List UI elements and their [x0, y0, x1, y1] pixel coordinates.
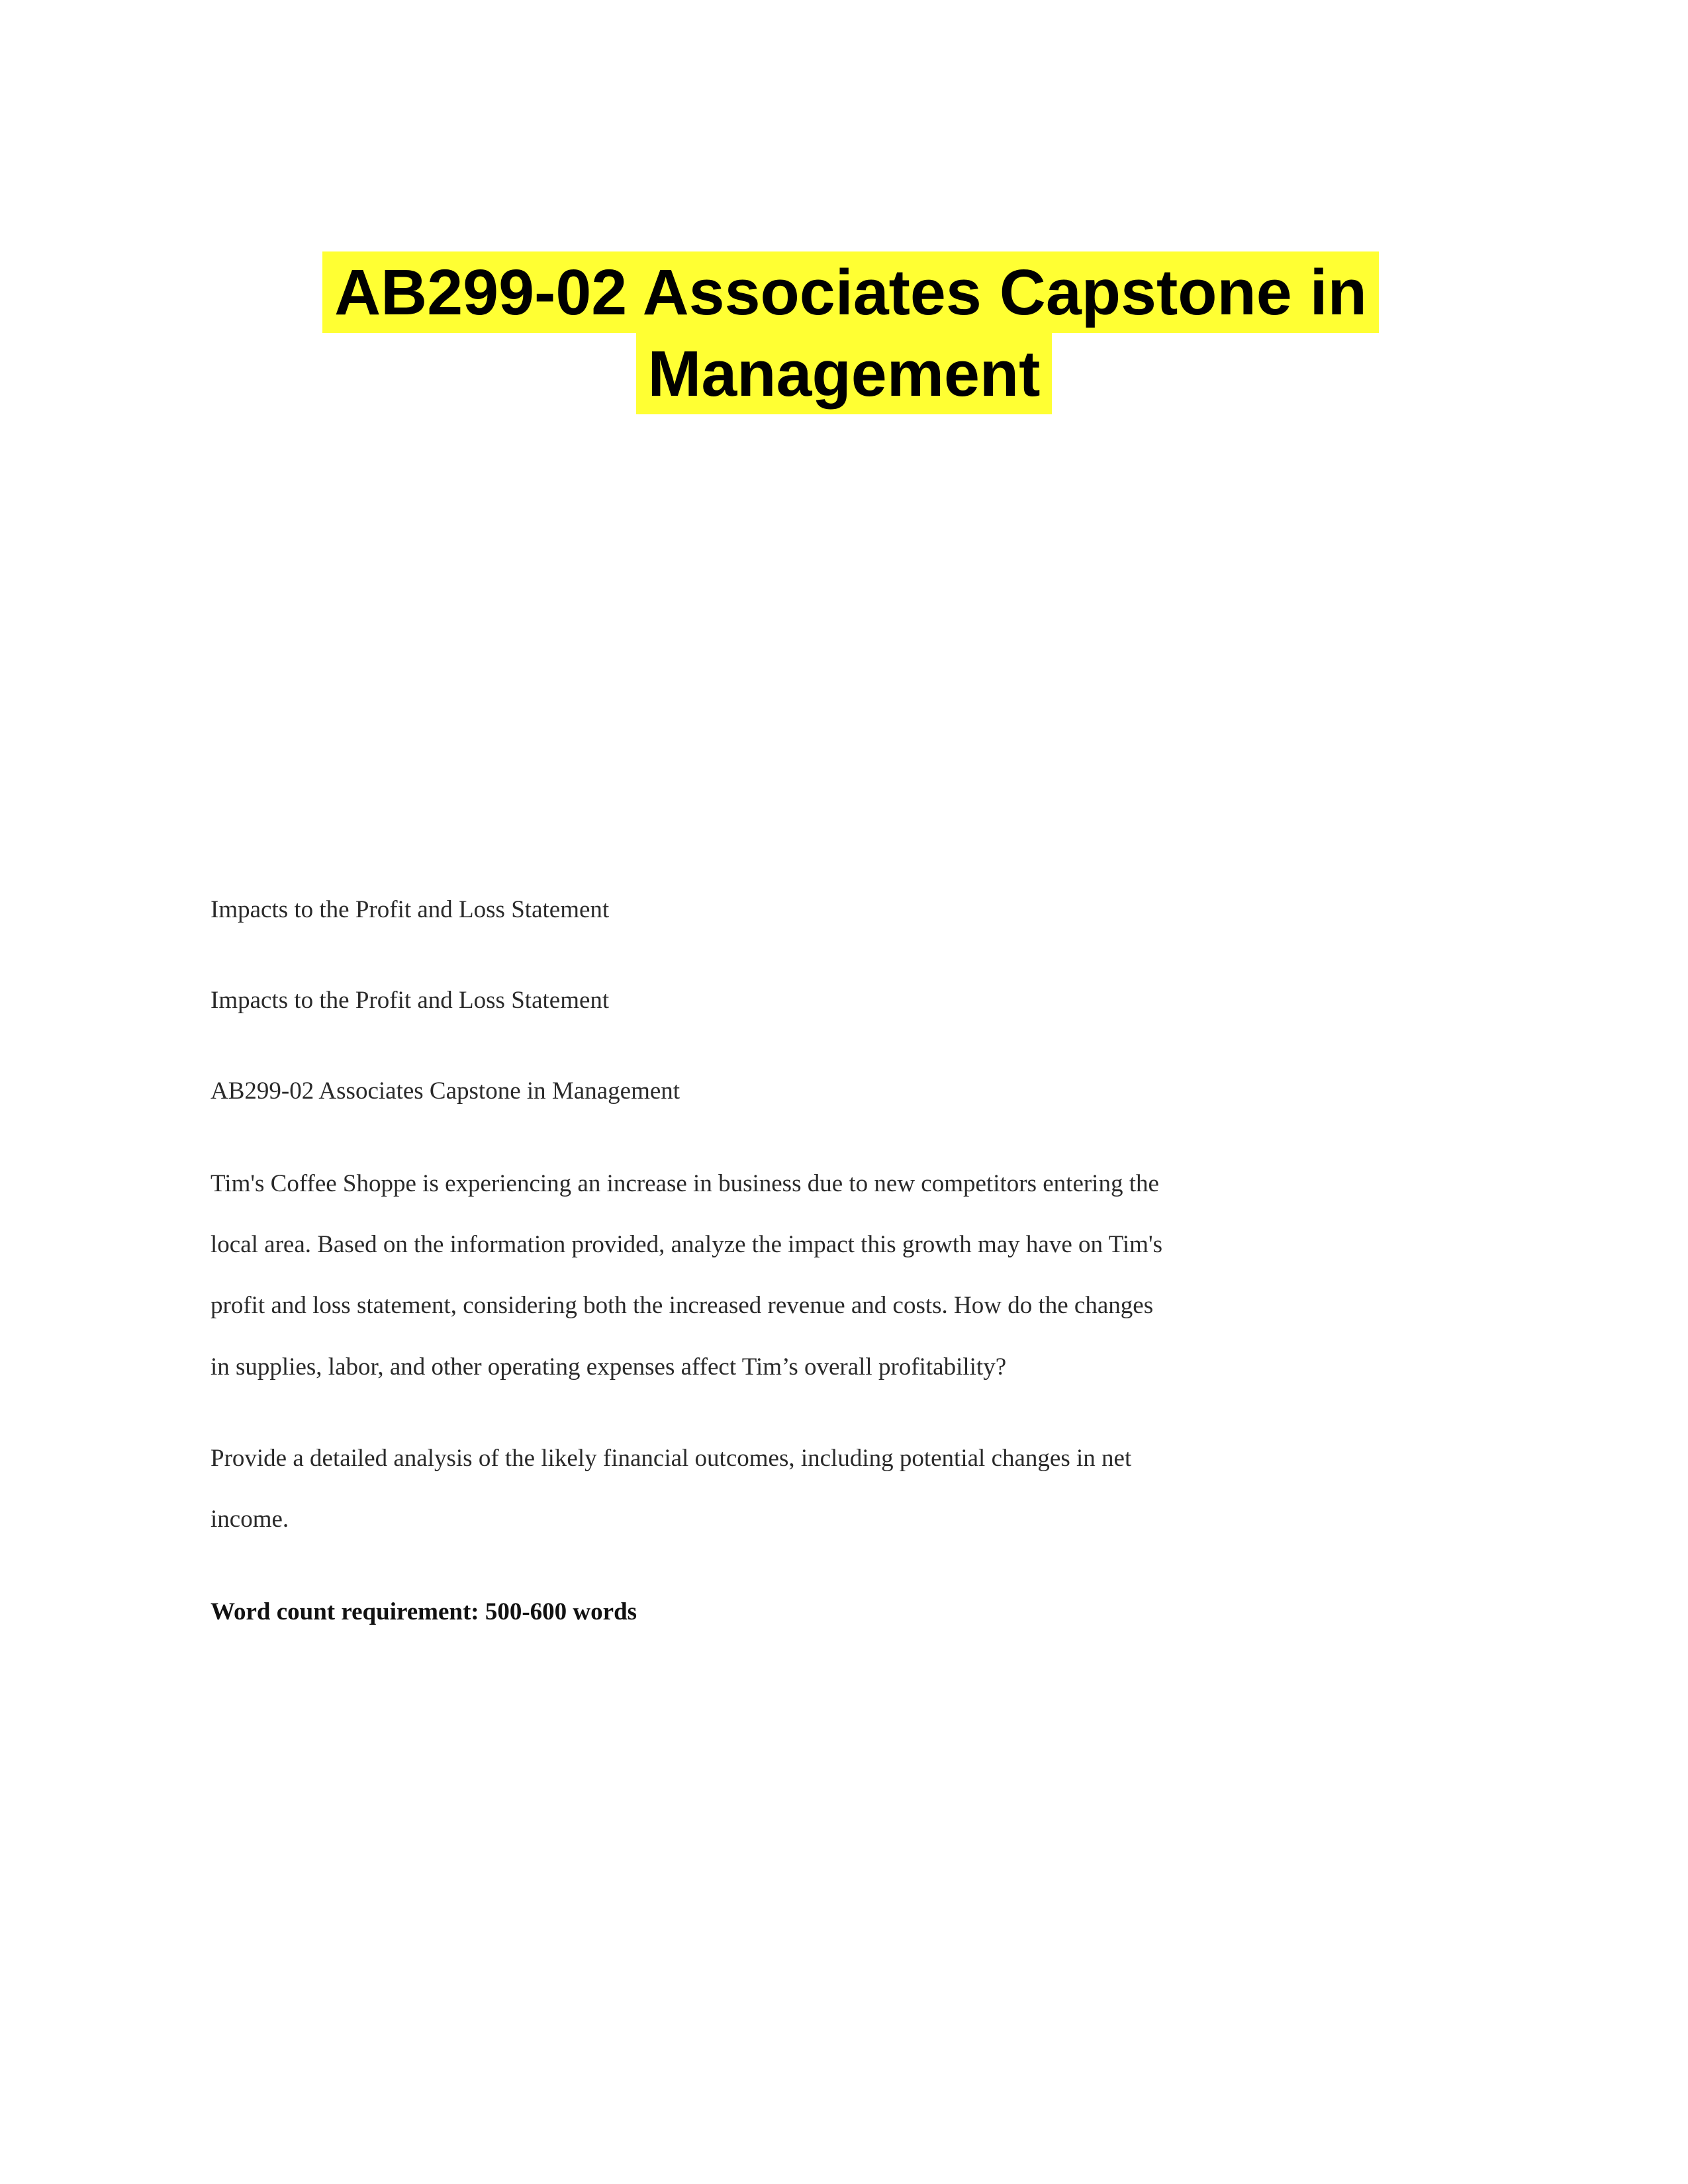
paragraph-2-line-1: Provide a detailed analysis of the likely financial outcomes, including potential changes in net — [211, 1445, 1132, 1472]
paragraph-1-line-2: local area. Based on the information provided, analyze the impact this growth may have on Tim's — [211, 1231, 1163, 1258]
paragraph-2-line-2: income. — [211, 1506, 289, 1533]
title-line-1: AB299-02 Associates Capstone in — [322, 251, 1379, 333]
word-count-requirement: Word count requirement: 500-600 words — [211, 1598, 637, 1625]
heading-impacts-2: Impacts to the Profit and Loss Statement — [211, 987, 610, 1014]
paragraph-1-line-4: in supplies, labor, and other operating expenses affect Tim’s overall profitability? — [211, 1353, 1007, 1381]
paragraph-1-line-1: Tim's Coffee Shoppe is experiencing an increase in business due to new competitors entering the — [211, 1170, 1159, 1197]
course-name-line: AB299-02 Associates Capstone in Management — [211, 1077, 680, 1105]
title-line-2: Management — [636, 333, 1053, 414]
document-title — [0, 251, 1688, 414]
paragraph-1-line-3: profit and loss statement, considering both the increased revenue and costs. How do the changes — [211, 1292, 1154, 1319]
heading-impacts-1: Impacts to the Profit and Loss Statement — [211, 896, 610, 923]
